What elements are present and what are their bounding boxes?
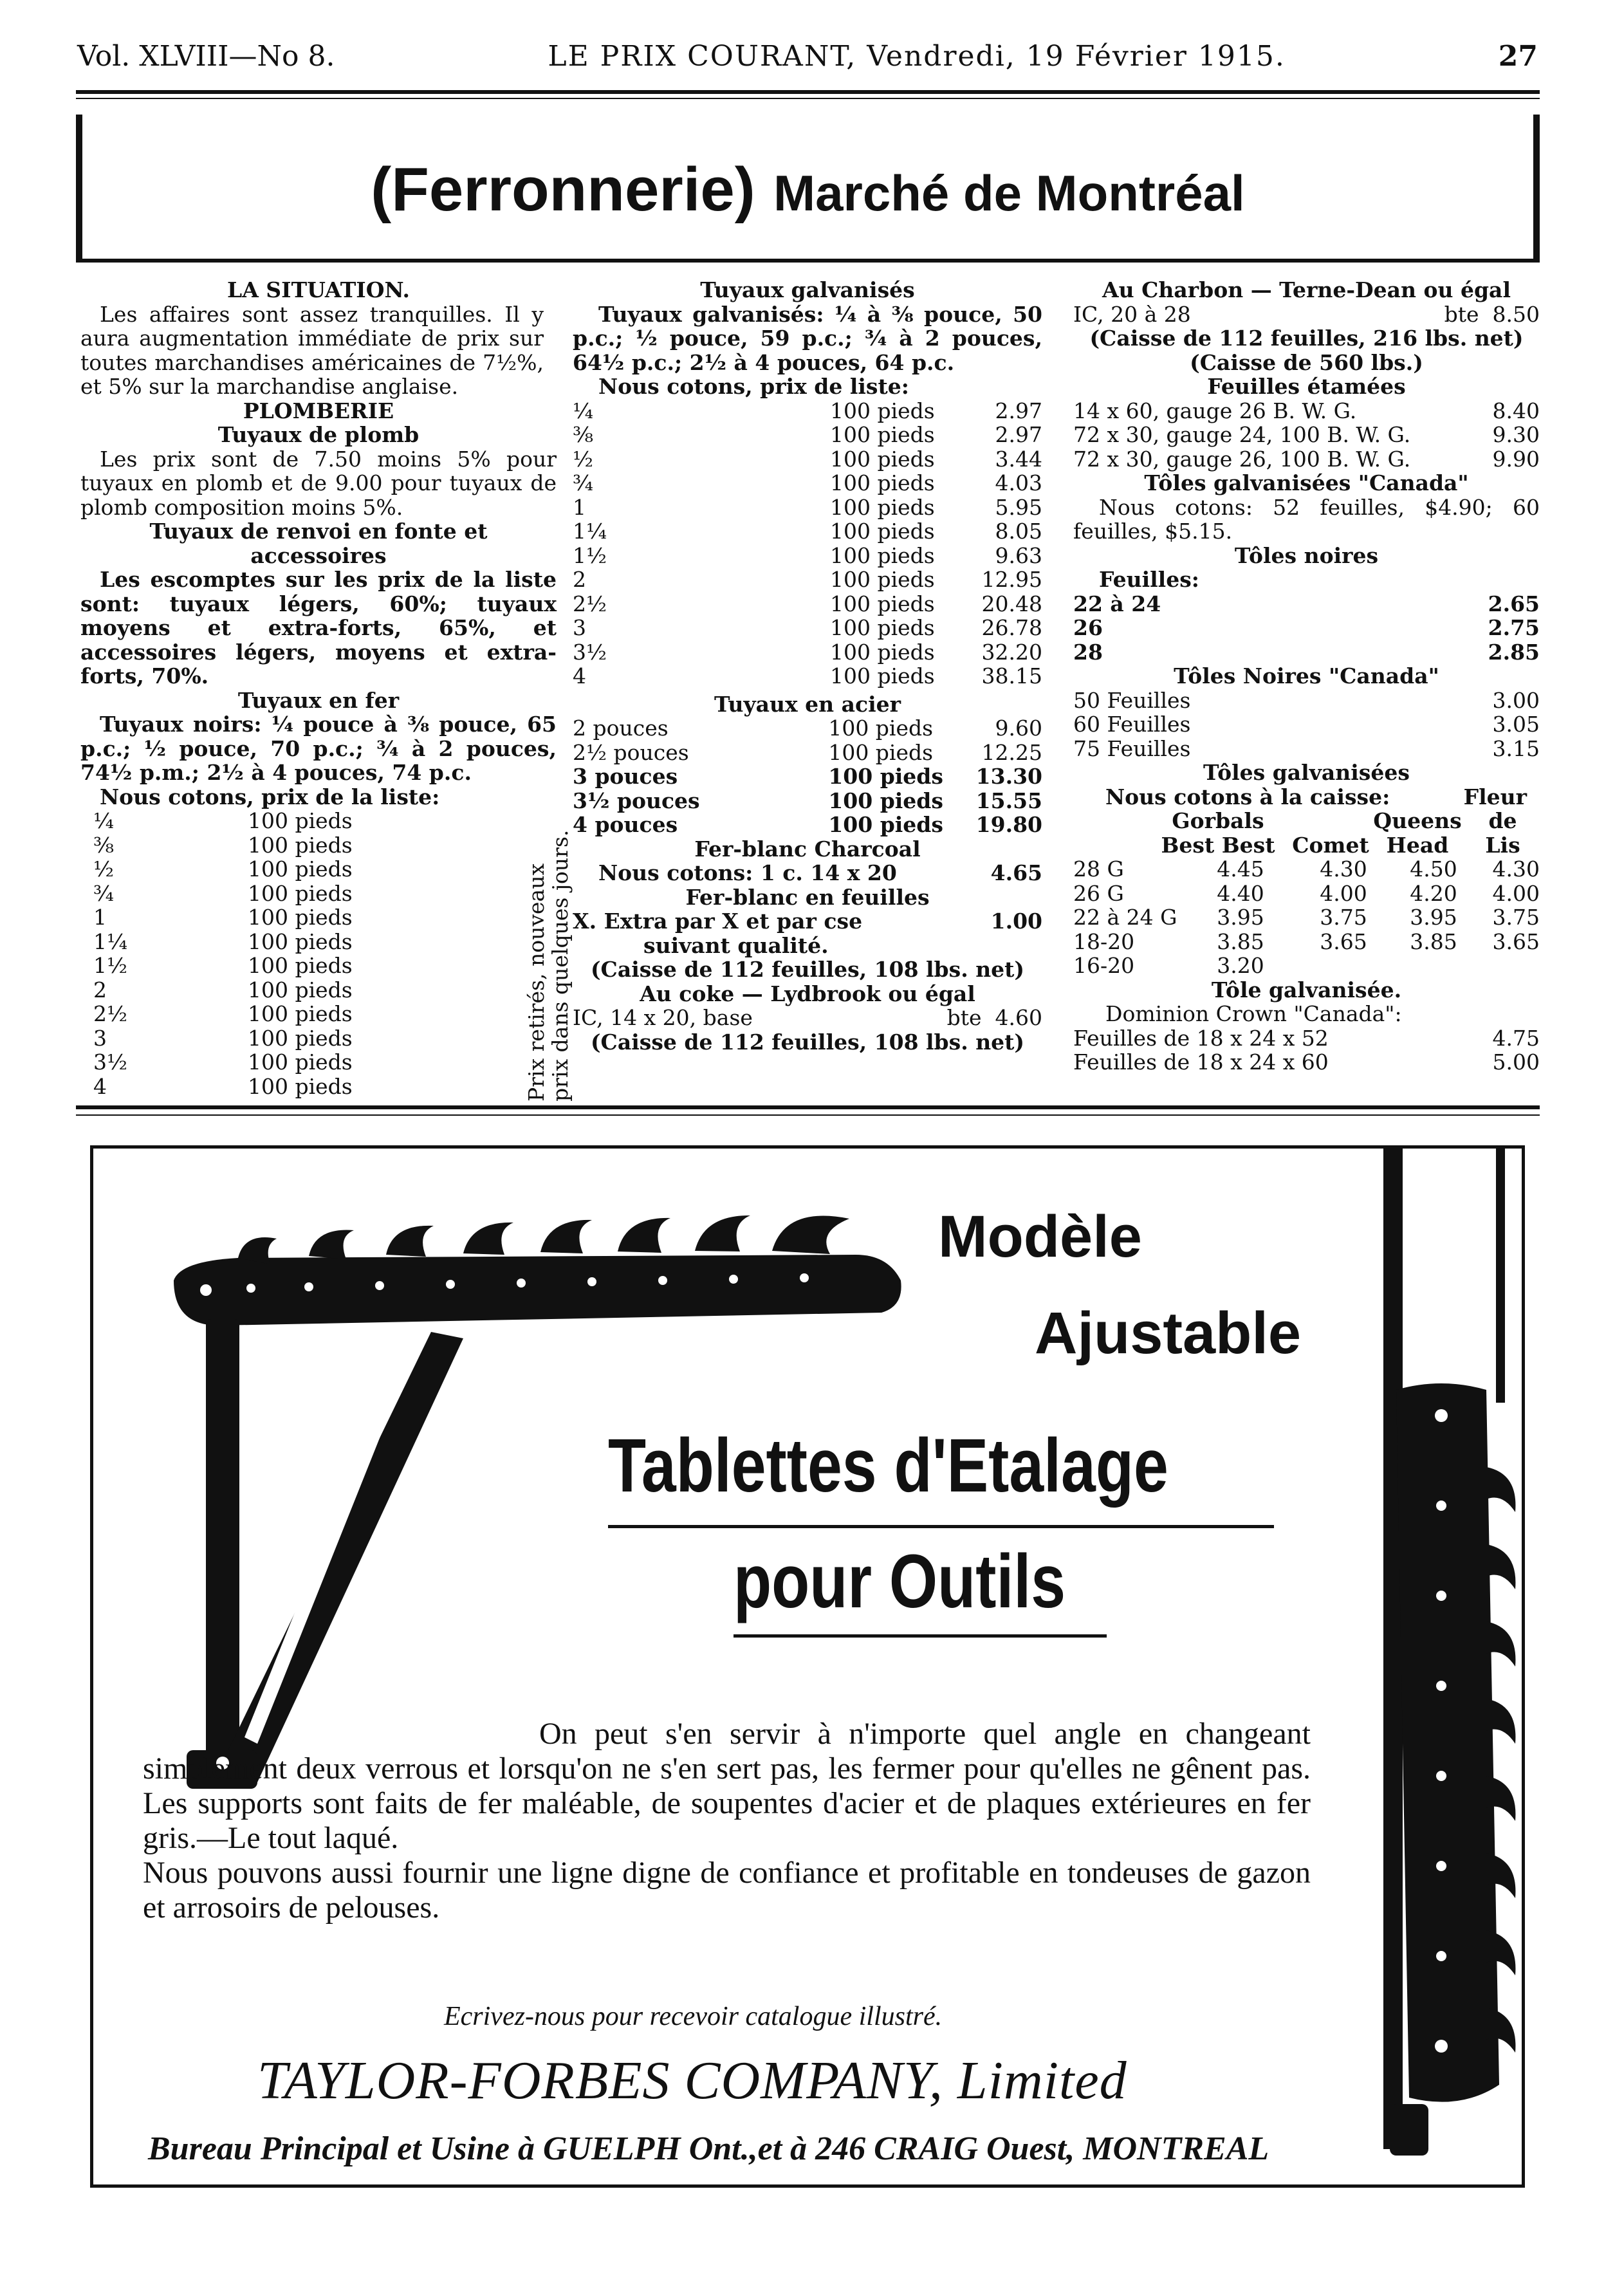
table-row [573,813,1042,837]
ad-modele: Modèle [938,1204,1142,1270]
table-row [80,1075,460,1099]
item-price: 2.85 [1488,639,1540,665]
gauge: 28 G [1073,856,1124,882]
plomberie-heading: PLOMBERIE [243,398,394,423]
galv-price-table [573,399,1042,688]
table-row [80,978,460,1002]
renvoi-heading: Tuyaux de renvoi en fonte et accessoires [149,519,488,568]
item-label: 26 [1073,615,1103,640]
pipe-size: 3½ [573,639,607,665]
fer-text: Tuyaux noirs: ¼ pouce à ⅜ pouce, 65 p.c.; ½ pouce, 70 p.c.; ¾ à 2 pouces, 74½ p.m.; 2½ à 4 pouces, 74 p.c. [80,712,557,785]
list-item [1073,1026,1540,1051]
ic-row [1073,302,1540,327]
table-row [1073,954,1540,978]
price-fleur: 4.00 [1492,880,1540,906]
galv-cotons: Nous cotons à la caisse: [1105,784,1390,809]
pipe-qty: 100 pieds [830,663,935,688]
table-row [80,1026,460,1051]
price-gorbals: 4.45 [1217,856,1264,882]
galv-head-table [1073,809,1540,857]
pipe-size: 3 pouces [573,764,678,789]
table-row [1073,930,1540,954]
price-comet: 4.00 [1320,880,1367,906]
pipe-qty: 100 pieds [248,808,353,833]
plomb-text: Les prix sont de 7.50 moins 5% pour tuyaux en plomb et de 9.00 pour tuyaux de plomb composition moins 5%. [80,446,557,520]
item-label: 72 x 30, gauge 26, 100 B. W. G. [1073,446,1411,472]
pipe-price: 4.03 [995,470,1042,495]
table-row [573,495,1042,520]
pipe-size: 4 [93,1073,107,1099]
charcoal-row [573,861,1042,885]
noires-feuilles-label: Feuilles: [1099,567,1199,592]
galv-text: Tuyaux galvanisés: ¼ à ⅜ pouce, 50 p.c.; ½ pouce, 59 p.c.; ¾ à 2 pouces, 64½ p.c.; 2½ à 4 pouces, 64 p.c. [573,301,1042,375]
plomb-heading: Tuyaux de plomb [217,422,420,447]
pipe-qty: 100 pieds [828,788,943,813]
table-row [573,789,1042,813]
feuilles-price: 1.00 [990,909,1042,934]
item-price: 2.75 [1488,615,1540,640]
table-row [573,544,1042,568]
acier-price-table [573,716,1042,837]
pipe-size: 2½ pouces [573,739,689,765]
pipe-qty: 100 pieds [830,615,935,640]
pipe-qty: 100 pieds [248,1049,353,1075]
charcoal-label: Nous cotons: 1 c. 14 x 20 [598,860,897,885]
ad-ajustable: Ajustable [1035,1300,1302,1366]
dominion-label: Dominion Crown "Canada": [1105,1001,1402,1026]
ad-title-outils: pour Outils [734,1539,1066,1624]
price-queens: 4.50 [1410,856,1457,882]
pipe-size: ⅜ [573,422,593,447]
pipe-qty: 100 pieds [248,905,353,930]
pipe-size: 2 [93,977,107,1002]
pipe-size: 3½ pouces [573,788,700,813]
price-comet: 3.65 [1320,928,1367,954]
galv-cotons: Nous cotons, prix de liste: [598,374,909,399]
pipe-price: 19.80 [975,812,1042,837]
table-row [80,833,460,858]
ic-price: 8.50 [1492,301,1540,327]
item-price: 9.90 [1492,446,1540,472]
pipe-price: 12.25 [981,739,1042,765]
pipe-size: 1 [573,494,586,520]
pipe-price: 32.20 [981,639,1042,665]
head-head: Head [1386,832,1449,858]
head-gorbals: Gorbals [1172,808,1264,833]
item-price: 9.30 [1492,422,1540,447]
table-row [573,568,1042,592]
list-item [1073,737,1540,761]
table-row [573,616,1042,640]
item-label: 50 Feuilles [1073,687,1191,713]
price-fleur: 3.65 [1492,928,1540,954]
price-queens: 3.95 [1410,905,1457,930]
coke-row [573,1006,1042,1030]
vertical-note-line-2: prix dans quelques jours. [548,829,573,1102]
feuilles-row [573,909,1042,934]
table-row [80,1050,460,1075]
pipe-size: 3 [573,615,586,640]
ic-caisse: (Caisse de 112 feuilles, 216 lbs. net) [1089,326,1524,351]
price-gorbals: 4.40 [1217,880,1264,906]
column-2 [573,278,1042,1054]
situation-text: Les affaires sont assez tranquilles. Il y aura augmentation immédiate de prix sur toutes marchandises américaines de 7½%, et 5% sur la marchandise anglaise. [80,301,544,399]
galv-price-table [1073,857,1540,978]
item-label: 60 Feuilles [1073,712,1191,737]
pipe-qty: 100 pieds [248,832,353,858]
masthead [77,40,1538,73]
pipe-size: ¼ [93,808,114,833]
table-row [1073,905,1540,930]
price-fleur: 4.30 [1492,856,1540,882]
table-row [573,764,1042,789]
item-price: 5.00 [1492,1049,1540,1075]
gauge: 26 G [1073,880,1124,906]
pipe-qty: 100 pieds [830,639,935,665]
pipe-size: ¾ [573,470,593,495]
table-row [573,716,1042,741]
section-banner [76,115,1540,263]
price-gorbals: 3.95 [1217,905,1264,930]
pipe-price: 2.97 [995,422,1042,447]
pipe-qty: 100 pieds [830,591,935,616]
feuilles-heading: Fer-blanc en feuilles [685,884,930,910]
table-row [573,447,1042,472]
pipe-qty: 100 pieds [248,928,353,954]
pipe-qty: 100 pieds [830,470,935,495]
bottom-rule-thin [76,1114,1540,1116]
pipe-size: 2 pouces [573,716,669,741]
coke-price: 4.60 [995,1005,1042,1030]
pipe-size: 1½ [93,953,127,978]
item-price: 3.00 [1492,687,1540,713]
list-item [1073,640,1540,665]
item-price: 8.40 [1492,398,1540,423]
caisse-note-2: (Caisse de 112 feuilles, 108 lbs. net) [590,1029,1025,1055]
head-comet: Comet [1292,832,1369,858]
charcoal-heading: Fer-blanc Charcoal [694,836,921,862]
item-label: 14 x 60, gauge 26 B. W. G. [1073,398,1357,423]
price-fleur: 3.75 [1492,905,1540,930]
pipe-qty: 100 pieds [248,1025,353,1051]
pipe-size: ½ [93,856,114,882]
pipe-qty: 100 pieds [248,880,353,906]
pipe-size: ¾ [93,880,114,906]
list-item [1073,399,1540,423]
pipe-price: 8.05 [995,519,1042,544]
pipe-price: 15.55 [975,788,1042,813]
vertical-note-line-1: Prix retirés, nouveaux [524,863,549,1102]
galv-canada-heading: Tôles galvanisées "Canada" [1144,470,1469,495]
noires-canada-list [1073,688,1540,761]
item-price: 4.75 [1492,1025,1540,1051]
pipe-size: 2 [573,567,586,592]
page-number: 27 [1498,40,1538,73]
item-price: 2.65 [1488,591,1540,616]
item-price: 3.05 [1492,712,1540,737]
pipe-price: 9.63 [995,542,1042,568]
banner-title-marche: Marché de Montréal [773,165,1245,221]
item-label: Feuilles de 18 x 24 x 60 [1073,1049,1329,1075]
head-fleur: Fleur [1463,784,1527,809]
pipe-price: 2.97 [995,398,1042,423]
pipe-size: 2½ [93,1001,127,1026]
charbon-heading: Au Charbon — Terne-Dean ou égal [1102,277,1511,302]
pipe-qty: 100 pieds [830,494,935,520]
acier-heading: Tuyaux en acier [714,691,901,717]
pipe-qty: 100 pieds [830,422,935,447]
noires-list [1073,592,1540,665]
vertical-note [499,806,573,1102]
table-row [80,954,460,978]
noires-canada-heading: Tôles Noires "Canada" [1174,663,1439,688]
item-label: 22 à 24 [1073,591,1161,616]
pipe-qty: 100 pieds [828,739,934,765]
ic-label: IC, 20 à 28 [1073,301,1191,327]
table-row [1073,857,1540,882]
masthead-rule-thin [76,98,1540,99]
pipe-price: 20.48 [981,591,1042,616]
pipe-price: 26.78 [981,615,1042,640]
pipe-qty: 100 pieds [830,542,935,568]
column-1 [80,277,573,1102]
vertical-shelf-illustration [1370,1145,1525,2175]
pipe-qty: 100 pieds [830,398,935,423]
price-gorbals: 3.85 [1217,928,1264,954]
item-label: 72 x 30, gauge 24, 100 B. W. G. [1073,422,1411,447]
ad-title-rule [608,1525,1274,1528]
table-row [80,930,460,954]
pipe-size: 1¼ [93,928,127,954]
pipe-size: 3½ [93,1049,127,1075]
head-queens: Queens [1373,808,1462,833]
list-item [1073,616,1540,640]
ic-caisse-2: (Caisse de 560 lbs.) [1190,349,1423,375]
pipe-size: 1¼ [573,519,607,544]
fer-cotons: Nous cotons, prix de la liste: [100,784,440,809]
pipe-qty: 100 pieds [248,1073,353,1099]
etamees-heading: Feuilles étamées [1207,374,1406,399]
ad-body-1 [143,1717,1311,1925]
gauge: 16-20 [1073,953,1135,978]
noires-heading: Tôles noires [1234,542,1379,568]
masthead-rule [76,90,1540,94]
pipe-qty: 100 pieds [248,977,353,1002]
head-best-best: Best Best [1161,832,1275,858]
galv-heading: Tuyaux galvanisés [700,277,915,302]
pipe-size: 2½ [573,591,607,616]
pipe-size: 1½ [573,542,607,568]
table-row [80,857,460,882]
fer-price-table [80,809,460,1098]
bottom-rule [76,1105,1540,1109]
pipe-qty: 100 pieds [830,567,935,592]
price-comet: 4.30 [1320,856,1367,882]
coke-label: IC, 14 x 20, base [573,1005,753,1030]
galv-canada-text: Nous cotons: 52 feuilles, $4.90; 60 feuilles, $5.15. [1073,494,1540,544]
pipe-size: 4 [573,663,586,688]
table-row [80,882,460,906]
gauge: 22 à 24 G [1073,905,1177,930]
fer-heading: Tuyaux en fer [237,687,400,713]
charcoal-price: 4.65 [990,860,1042,885]
pipe-size: ½ [573,446,593,472]
item-label: 75 Feuilles [1073,735,1191,761]
pipe-size: 4 pouces [573,812,678,837]
pipe-price: 12.95 [981,567,1042,592]
price-comet [1298,954,1389,978]
volume-number: Vol. XLVIII—No 8. [77,40,335,73]
ad-body-text-2: Nous pouvons aussi fournir une ligne digne de confiance et profitable en tondeuses de gazon et arrosoirs de pelouses. [143,1856,1311,1925]
galvanisees-heading: Tôles galvanisées [1203,760,1410,785]
pipe-size: 3 [93,1025,107,1051]
pipe-qty: 100 pieds [828,812,943,837]
list-item [1073,712,1540,737]
pipe-price: 13.30 [975,764,1042,789]
ad-title-rule-2 [734,1634,1107,1638]
banner-title-ferronnerie: (Ferronnerie) [371,155,755,224]
table-row [573,423,1042,447]
head-de: de [1488,808,1517,833]
list-item [1073,423,1540,447]
pipe-size: 1 [93,905,107,930]
price-comet: 3.75 [1320,905,1367,930]
caisse-note-1: (Caisse de 112 feuilles, 108 lbs. net) [590,957,1025,982]
table-row [1073,882,1540,906]
list-item [1073,1050,1540,1075]
ad-company: TAYLOR-FORBES COMPANY, Limited [257,2051,1127,2110]
renvoi-text: Les escomptes sur les prix de la liste sont: tuyaux légers, 60%; tuyaux moyens et extra-forts, 65%, et accessoires légers, moyens et extra-forts, 70%. [80,567,557,688]
etamees-list [1073,399,1540,472]
pipe-qty: 100 pieds [828,764,943,789]
ic-unit: bte [1444,301,1479,327]
price-gorbals: 3.20 [1217,953,1264,978]
pipe-qty: 100 pieds [248,856,353,882]
item-price: 3.15 [1492,735,1540,761]
galv-head-1 [1073,785,1540,809]
price-queens [1389,954,1479,978]
gauge: 18-20 [1073,928,1135,954]
ad-title-tablettes: Tablettes d'Etalage [608,1423,1168,1508]
column-3 [1073,278,1540,1075]
item-label: 28 [1073,639,1103,665]
price-queens: 3.85 [1410,928,1457,954]
pipe-price: 38.15 [981,663,1042,688]
table-row [573,640,1042,665]
pipe-qty: 100 pieds [828,716,934,741]
list-item [1073,447,1540,472]
table-row [80,1002,460,1026]
publication-date: LE PRIX COURANT, Vendredi, 19 Février 1915. [548,40,1286,73]
coke-unit: bte [946,1005,982,1030]
ad-body-text: On peut s'en servir à n'importe quel angle en changeant simplement deux verrous et lorsqu'on ne s'en sert pas, les fermer pour qu'elles ne gênent pas. Les supports sont faits de fer maléable, de soupentes d'acier et de plaques extérieures en fer gris.—Le tout laqué. [143,1717,1311,1855]
price-queens: 4.20 [1410,880,1457,906]
pipe-size: ⅜ [93,832,114,858]
list-item [1073,592,1540,616]
pipe-qty: 100 pieds [830,446,935,472]
pipe-price: 5.95 [995,494,1042,520]
dominion-list [1073,1026,1540,1075]
item-label: Feuilles de 18 x 24 x 52 [1073,1025,1329,1051]
pipe-qty: 100 pieds [248,953,353,978]
ad-ecrivez: Ecrivez-nous pour recevoir catalogue illustré. [444,2002,943,2031]
feuilles-sub: suivant qualité. [643,932,829,958]
pipe-qty: 100 pieds [830,519,935,544]
table-row [80,905,460,930]
coke-heading: Au coke — Lydbrook ou égal [640,981,975,1006]
table-row [573,664,1042,688]
tole-heading: Tôle galvanisée. [1211,977,1402,1002]
pipe-price: 9.60 [995,716,1042,741]
ad-bureau: Bureau Principal et Usine à GUELPH Ont.,et à 246 CRAIG Ouest, MONTREAL [148,2130,1269,2167]
pipe-qty: 100 pieds [248,1001,353,1026]
table-row [573,741,1042,765]
list-item [1073,688,1540,713]
price-fleur [1479,954,1540,978]
table-row [573,519,1042,544]
table-row [573,471,1042,495]
table-row [573,592,1042,616]
feuilles-label: X. Extra par X et par cse [573,909,863,934]
head-lis: Lis [1485,832,1520,858]
table-row [80,809,460,833]
situation-heading: LA SITUATION. [227,277,410,302]
pipe-size: ¼ [573,398,593,423]
pipe-price: 3.44 [995,446,1042,472]
table-row [573,399,1042,423]
